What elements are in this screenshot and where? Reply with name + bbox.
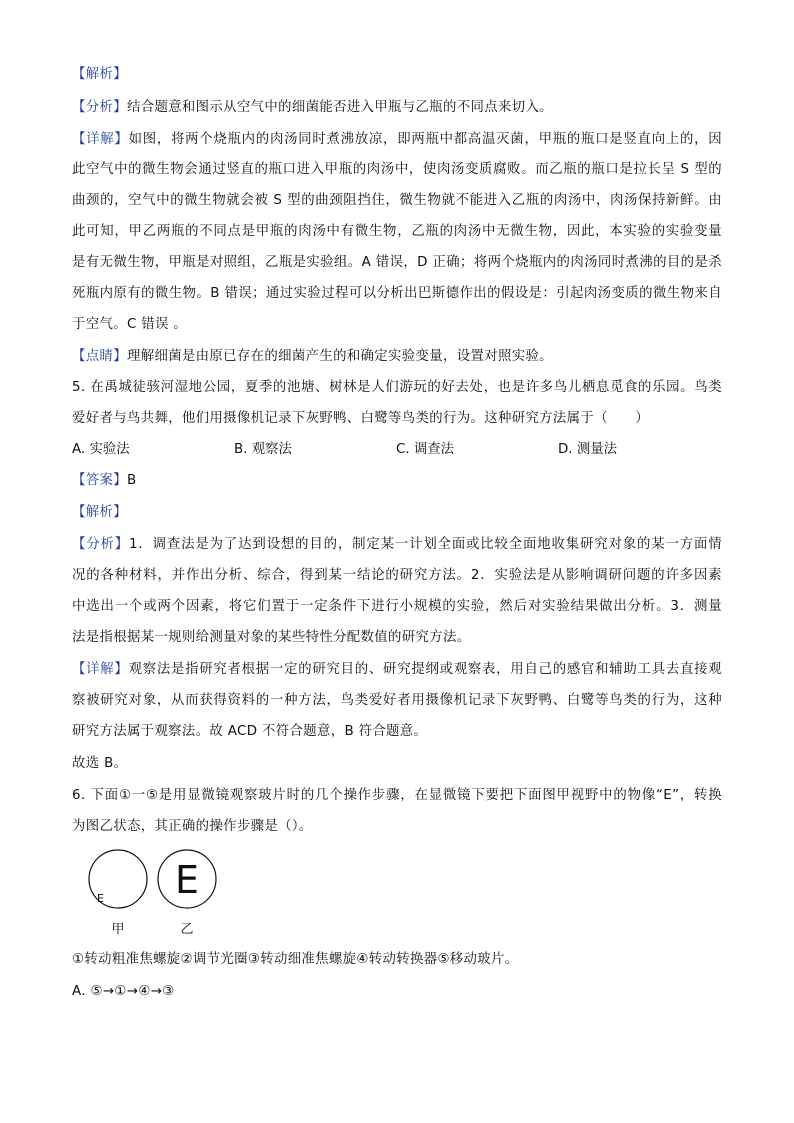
detail-tag: 【详解】 xyxy=(72,132,129,147)
q4-fenxi-text: 结合题意和图示从空气中的细菌能否进入甲瓶与乙瓶的不同点来切入。 xyxy=(126,100,553,115)
q4-fenxi xyxy=(72,98,722,118)
view-yi-label: 乙 xyxy=(180,922,194,937)
q4-dianjing xyxy=(72,347,722,367)
q5-fenxi-text: 1．调查法是为了达到设想的目的，制定某一计划全面或比较全面地收集研究对象的某一方面情 xyxy=(129,537,723,552)
view-jia-label: 甲 xyxy=(111,922,125,937)
q4-detail-line xyxy=(72,130,722,150)
q4-detail-line: 是有无微生物，甲瓶是对照组，乙瓶是实验组。A 错误，D 正确；将两个烧瓶内的肉汤同时煮沸的目的是杀 xyxy=(72,255,722,270)
view-yi-letter: E xyxy=(174,858,200,902)
q6-stem-line: 为图乙状态，其正确的操作步骤是（）。 xyxy=(72,819,313,834)
q4-dianjing-text: 理解细菌是由原已存在的细菌产生的和确定实验变量，设置对照实验。 xyxy=(126,349,553,364)
q6-stem-line: 6. 下面①一⑤是用显微镜观察玻片时的几个操作步骤，在显微镜下要把下面图甲视野中的物像“E”，转换 xyxy=(72,788,722,803)
q5-detail-line: 察被研究对象，从而获得资料的一种方法，鸟类爱好者用摄像机记录下灰野鸭、白鹭等鸟类的行为，这种 xyxy=(72,693,722,708)
q5-option-d: D. 测量法 xyxy=(558,442,617,457)
fenxi-tag: 【分析】 xyxy=(72,100,127,115)
q4-detail-line: 曲颈的，空气中的微生物就会被 S 型的曲颈阻挡住，微生物就不能进入乙瓶的肉汤中，肉汤保持新鲜。由 xyxy=(72,193,722,208)
q6-steps: ①转动粗准焦螺旋②调节光圈③转动细准焦螺旋④转动转换器⑤移动玻片。 xyxy=(72,952,519,967)
q5-stem-line: 5. 在禹城徒骇河湿地公园，夏季的池塘、树林是人们游玩的好去处，也是许多鸟儿栖息觅食的乐园。鸟类 xyxy=(72,380,722,395)
q4-detail-line: 此可知，甲乙两瓶的不同点是甲瓶的肉汤中有微生物，乙瓶的肉汤中无微生物，因此，本实验的实验变量 xyxy=(72,224,722,239)
q5-option-c: C. 调查法 xyxy=(396,442,455,457)
q4-detail-line: 死瓶内原有的微生物。B 错误；通过实验过程可以分析出巴斯德作出的假设是：引起肉汤变质的微生物来自 xyxy=(72,286,722,301)
answer-tag: 【答案】 xyxy=(72,473,127,488)
q4-detail-line: 此空气中的微生物会通过竖直的瓶口进入甲瓶的肉汤中，使肉汤变质腐败。而乙瓶的瓶口是拉长呈 S 型的 xyxy=(72,162,722,177)
q5-fenxi-line xyxy=(72,535,722,555)
detail-tag: 【详解】 xyxy=(72,662,129,677)
q5-answer xyxy=(72,471,722,491)
q5-fenxi-line: 法是指根据某一规则给测量对象的某些特性分配数值的研究方法。 xyxy=(72,630,471,645)
dianjing-tag: 【点睛】 xyxy=(72,349,127,364)
q5-option-b: B. 观察法 xyxy=(234,442,292,457)
q5-detail-line: 研究方法属于观察法。故 ACD 不符合题意，B 符合题意。 xyxy=(72,724,428,739)
view-jia-letter: E xyxy=(97,892,104,905)
q6-option-a: A. ⑤→①→④→③ xyxy=(72,984,175,999)
q5-detail-line xyxy=(72,660,722,680)
q5-answer-value: B xyxy=(126,473,137,488)
microscope-view-figure xyxy=(80,848,230,938)
q4-detail-line: 于空气。C 错误 。 xyxy=(72,317,188,332)
q5-fenxi-line: 况的各种材料，并作出分析、综合，得到某一结论的研究方法。2．实验法是从影响调研问题的许多因素 xyxy=(72,568,722,583)
q5-conclusion: 故选 B。 xyxy=(72,756,128,771)
q5-fenxi-line: 中选出一个或两个因素，将它们置于一定条件下进行小规模的实验，然后对实验结果做出分析。3．测量 xyxy=(72,599,722,614)
q4-detail-text: 如图，将两个烧瓶内的肉汤同时煮沸放凉，即两瓶中都高温灭菌，甲瓶的瓶口是竖直向上的，因 xyxy=(128,132,722,147)
q5-detail-text: 观察法是指研究者根据一定的研究目的、研究提纲或观察表，用自己的感官和辅助工具去直接观 xyxy=(128,662,722,677)
analysis-heading: 【解析】 xyxy=(72,67,127,82)
analysis-heading: 【解析】 xyxy=(72,505,127,520)
q5-stem-line: 爱好者与鸟共舞，他们用摄像机记录下灰野鸭、白鹭等鸟类的行为。这种研究方法属于（ ） xyxy=(72,411,650,426)
fenxi-tag: 【分析】 xyxy=(72,537,129,552)
q5-option-a: A. 实验法 xyxy=(72,442,130,457)
